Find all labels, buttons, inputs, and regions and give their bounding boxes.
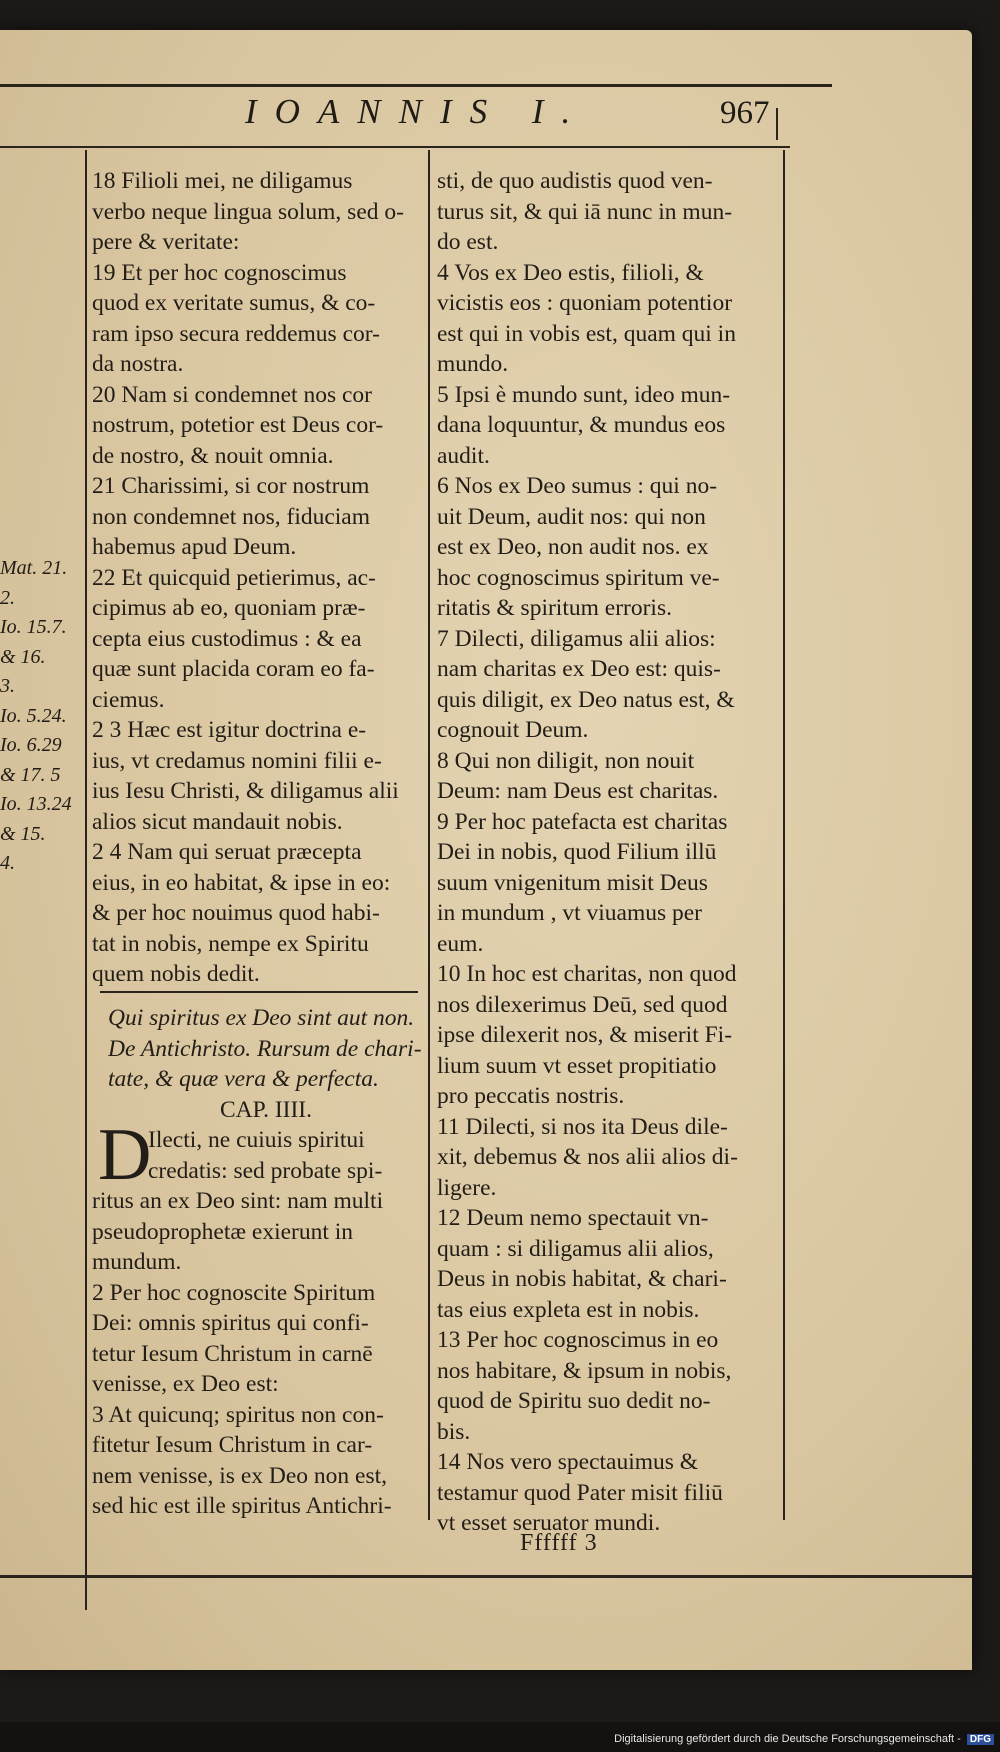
text-line: Dei in nobis, quod Filium illū xyxy=(437,839,717,865)
text-line: lium suum vt esset propitiatio xyxy=(437,1052,717,1079)
text-line: verbo neque lingua solum, sed o- xyxy=(92,198,404,225)
text-line: 13 Per hoc cognoscimus in eo xyxy=(437,1327,719,1353)
text-line: ipse dilexerit nos, & miserit Fi- xyxy=(437,1022,733,1048)
right-column-rule xyxy=(783,150,785,1520)
text-line: audit. xyxy=(437,442,490,469)
chapter-heading xyxy=(108,1003,424,1125)
text-line: 7 Dilecti, diligamus alii alios: xyxy=(437,625,716,652)
text-line: 10 In hoc est charitas, non quod xyxy=(437,961,737,987)
text-line: nos habitare, & ipsum in nobis, xyxy=(437,1357,732,1384)
text-line: nostrum, potetior est Deus cor- xyxy=(92,412,384,438)
text-line: 2 4 Nam qui seruat præcepta xyxy=(92,839,362,865)
text-line: 9 Per hoc patefacta est charitas xyxy=(437,808,728,835)
text-line: pro peccatis nostris. xyxy=(437,1083,625,1109)
dfg-logo: DFG xyxy=(967,1734,994,1745)
text-line: ligere. xyxy=(437,1174,497,1201)
text-line: 11 Dilecti, si nos ita Deus dile- xyxy=(437,1113,728,1140)
text-line: mundum. xyxy=(92,1249,182,1275)
text-line: cepta eius custodimus : & ea xyxy=(92,625,362,652)
margin-note: 2. xyxy=(0,586,15,609)
chapter-summary-line: tate, & quæ vera & perfecta. xyxy=(108,1066,379,1092)
text-line: 18 Filioli mei, ne diligamus xyxy=(92,168,353,194)
text-line: Dei: omnis spiritus qui confi- xyxy=(92,1310,369,1336)
center-column-rule xyxy=(428,150,430,1520)
text-line: xit, debemus & nos alii alios di- xyxy=(437,1144,738,1170)
margin-note: & 17. 5 xyxy=(0,763,61,786)
text-line: 19 Et per hoc cognoscimus xyxy=(92,259,347,286)
text-line: alios sicut mandauit nobis. xyxy=(92,808,343,835)
text-line: mundo. xyxy=(437,351,509,377)
running-head-title: IOANNIS I. xyxy=(245,92,589,131)
text-line: ius, vt credamus nomini filii e- xyxy=(92,747,382,774)
text-line: habemus apud Deum. xyxy=(92,534,297,560)
text-line: testamur quod Pater misit filiū xyxy=(437,1479,723,1506)
text-line: quem nobis dedit. xyxy=(92,961,260,987)
text-line: de nostro, & nouit omnia. xyxy=(92,442,334,469)
text-line: quam : si diligamus alii alios, xyxy=(437,1235,714,1262)
chapter-opening xyxy=(148,1125,424,1186)
text-line: da nostra. xyxy=(92,351,184,377)
margin-note: Io. 13.24 xyxy=(0,793,72,815)
text-line: 14 Nos vero spectauimus & xyxy=(437,1449,699,1475)
header-top-rule xyxy=(0,84,832,87)
text-line: uit Deum, audit nos: qui non xyxy=(437,503,706,530)
section-rule xyxy=(100,991,418,993)
text-line: dana loquuntur, & mundus eos xyxy=(437,412,726,438)
text-line: ram ipso secura reddemus cor- xyxy=(92,320,380,347)
text-line: 6 Nos ex Deo sumus : qui no- xyxy=(437,473,718,499)
text-line: do est. xyxy=(437,229,499,255)
text-line: 4 Vos ex Deo estis, filioli, & xyxy=(437,259,704,286)
text-line: pseudoprophetæ exierunt in xyxy=(92,1218,354,1245)
text-line: tas eius expleta est in nobis. xyxy=(437,1296,700,1323)
text-line: nos dilexerimus Deū, sed quod xyxy=(437,991,728,1018)
text-line: 21 Charissimi, si cor nostrum xyxy=(92,473,370,499)
margin-references xyxy=(0,554,75,879)
text-line: cognouit Deum. xyxy=(437,717,589,743)
text-line: suum vnigenitum misit Deus xyxy=(437,869,708,896)
margin-note: Mat. 21. xyxy=(0,557,68,579)
text-line: ritatis & spiritum erroris. xyxy=(437,595,672,621)
footer-rule xyxy=(0,1575,972,1578)
margin-note: Io. 5.24. xyxy=(0,704,67,727)
text-line: 8 Qui non diligit, non nouit xyxy=(437,747,695,774)
text-line: 2 3 Hæc est igitur doctrina e- xyxy=(92,717,367,743)
text-line: ciemus. xyxy=(92,686,165,713)
text-line: & per hoc nouimus quod habi- xyxy=(92,900,380,926)
margin-note: 3. xyxy=(0,675,15,697)
text-line: nam charitas ex Deo est: quis- xyxy=(437,656,721,682)
text-line: non condemnet nos, fiduciam xyxy=(92,503,371,530)
text-line: sti, de quo audistis quod ven- xyxy=(437,168,713,194)
drop-cap: D xyxy=(98,1114,152,1196)
text-line: est ex Deo, non audit nos. ex xyxy=(437,534,709,560)
text-line: turus sit, & qui iā nunc in mun- xyxy=(437,198,733,225)
text-line: eum. xyxy=(437,930,484,957)
left-column-rule xyxy=(85,150,87,1610)
margin-note: 4. xyxy=(0,852,15,874)
chapter-label: CAP. IIII. xyxy=(219,1096,313,1123)
text-line: cipimus ab eo, quoniam præ- xyxy=(92,595,366,621)
text-line: hoc cognoscimus spiritum ve- xyxy=(437,564,720,591)
digitization-credit xyxy=(614,1733,994,1745)
header-bottom-rule xyxy=(0,146,790,148)
text-line: credatis: sed probate spi- xyxy=(148,1157,383,1184)
text-line: quod de Spiritu suo dedit no- xyxy=(437,1388,711,1414)
text-line: fitetur Iesum Christum in car- xyxy=(92,1432,373,1458)
text-line: eius, in eo habitat, & ipse in eo: xyxy=(92,869,391,896)
text-line: quis diligit, ex Deo natus est, & xyxy=(437,686,735,713)
text-line: vicistis eos : quoniam potentior xyxy=(437,290,733,316)
text-line: 2 Per hoc cognoscite Spiritum xyxy=(92,1279,376,1306)
text-line: pere & veritate: xyxy=(92,229,240,255)
text-line: ius Iesu Christi, & diligamus alii xyxy=(92,778,399,804)
text-line: 20 Nam si condemnet nos cor xyxy=(92,381,372,408)
margin-note: & 15. xyxy=(0,822,46,845)
text-line: in mundum , vt viuamus per xyxy=(437,900,703,926)
text-line: nem venisse, is ex Deo non est, xyxy=(92,1462,388,1489)
margin-note: Io. 6.29 xyxy=(0,734,62,756)
credit-text: Digitalisierung gefördert durch die Deutsche Forschungsgemeinschaft - xyxy=(614,1733,961,1745)
text-line: quod ex veritate sumus, & co- xyxy=(92,290,376,316)
signature-mark: Ffffff 3 xyxy=(520,1530,598,1556)
text-line: tetur Iesum Christum in carnē xyxy=(92,1340,373,1367)
chapter-summary-line: De Antichristo. Rursum de chari- xyxy=(108,1035,422,1062)
margin-note: Io. 15.7. xyxy=(0,616,67,638)
text-line: tat in nobis, nempe ex Spiritu xyxy=(92,930,369,957)
text-line: Ilecti, ne cuiuis spiritui xyxy=(148,1127,365,1153)
text-line: Deum: nam Deus est charitas. xyxy=(437,778,719,804)
left-column-continued xyxy=(92,1186,422,1522)
text-line: 22 Et quicquid petierimus, ac- xyxy=(92,564,376,591)
text-line: sed hic est ille spiritus Antichri- xyxy=(92,1493,392,1519)
text-line: bis. xyxy=(437,1418,471,1445)
text-line: 12 Deum nemo spectauit vn- xyxy=(437,1205,709,1231)
text-line: vt esset seruator mundi. xyxy=(437,1510,661,1536)
text-line: 5 Ipsi è mundo sunt, ideo mun- xyxy=(437,381,731,408)
header-vertical-rule xyxy=(776,108,778,140)
text-line: Deus in nobis habitat, & chari- xyxy=(437,1266,727,1292)
text-line: venisse, ex Deo est: xyxy=(92,1371,279,1397)
margin-note: & 16. xyxy=(0,645,46,668)
page-number: 967 xyxy=(720,95,770,131)
text-line: est qui in vobis est, quam qui in xyxy=(437,320,736,347)
right-column xyxy=(437,166,782,1539)
chapter-summary-line: Qui spiritus ex Deo sint aut non. xyxy=(108,1005,415,1031)
text-line: ritus an ex Deo sint: nam multi xyxy=(92,1188,384,1214)
text-line: 3 At quicunq; spiritus non con- xyxy=(92,1401,384,1428)
text-line: quæ sunt placida coram eo fa- xyxy=(92,656,375,682)
left-column xyxy=(92,166,420,990)
